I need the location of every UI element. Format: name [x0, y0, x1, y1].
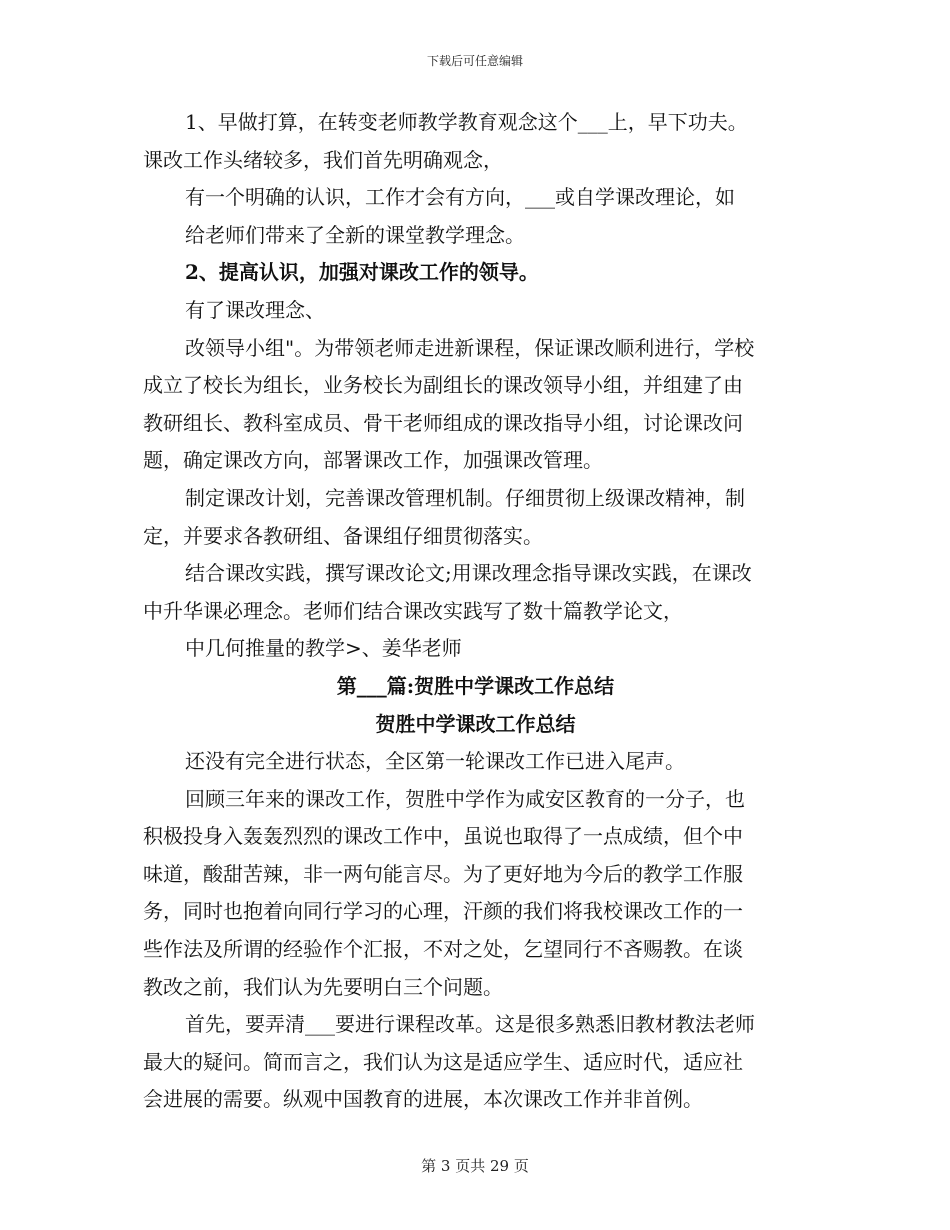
paragraph-line: 积极投身入轰轰烈烈的课改工作中，虽说也取得了一点成绩，但个中 [143, 824, 743, 849]
paragraph-line: 会进展的需要。纵观中国教育的进展，本次课改工作并非首例。 [143, 1087, 703, 1112]
paragraph-line: 课改工作头绪较多，我们首先明确观念， [143, 147, 503, 172]
paragraph-line: 定，并要求各教研组、备课组仔细贯彻落实。 [143, 523, 543, 548]
paragraph-line: 务，同时也抱着向同行学习的心理，汗颜的我们将我校课改工作的一 [143, 899, 743, 924]
paragraph-line: 题，确定课改方向，部署课改工作，加强课改管理。 [143, 448, 603, 473]
paragraph-line: 1、早做打算，在转变老师教学教育观念这个___上，早下功夫。 [185, 110, 748, 134]
chapter-title: 第___篇:贺胜中学课改工作总结 [336, 673, 615, 698]
section-heading: 2、提高认识，加强对课改工作的领导。 [185, 260, 539, 285]
paragraph-line: 结合课改实践，撰写课改论文;用课改理念指导课改实践，在课改 [185, 561, 752, 586]
paragraph-line: 还没有完全进行状态，全区第一轮课改工作已进入尾声。 [185, 749, 685, 774]
paragraph-line: 中几何推量的教学>、姜华老师 [185, 636, 462, 661]
paragraph-line: 给老师们带来了全新的课堂教学理念。 [185, 222, 525, 247]
paragraph-line: 首先，要弄清___要进行课程改革。这是很多熟悉旧教材教法老师 [185, 1012, 755, 1037]
paragraph-line: 有了课改理念、 [185, 297, 325, 322]
paragraph-line: 成立了校长为组长，业务校长为副组长的课改领导小组，并组建了由 [143, 373, 743, 398]
paragraph-line: 回顾三年来的课改工作，贺胜中学作为咸安区教育的一分子，也 [185, 786, 745, 811]
article-title: 贺胜中学课改工作总结 [375, 711, 576, 736]
paragraph-line: 改领导小组"。为带领老师走进新课程，保证课改顺利进行，学校 [185, 335, 755, 360]
paragraph-line: 中升华课必理念。老师们结合课改实践写了数十篇教学论文， [143, 598, 683, 623]
paragraph-line: 教研组长、教科室成员、骨干老师组成的课改指导小组，讨论课改问 [143, 410, 743, 435]
paragraph-line: 味道，酸甜苦辣，非一两句能言尽。为了更好地为今后的教学工作服 [143, 861, 743, 886]
paragraph-line: 有一个明确的认识，工作才会有方向，___或自学课改理论，如 [185, 185, 735, 210]
paragraph-line: 最大的疑问。简而言之，我们认为这是适应学生、适应时代，适应社 [143, 1049, 743, 1074]
page-header: 下载后可任意编辑 [426, 54, 523, 68]
paragraph-line: 些作法及所谓的经验作个汇报，不对之处，乞望同行不吝赐教。在谈 [143, 937, 743, 962]
page-footer: 第 3 页共 29 页 [421, 1157, 529, 1175]
paragraph-line: 制定课改计划，完善课改管理机制。仔细贯彻上级课改精神，制 [185, 485, 745, 510]
document-body [143, 104, 808, 1119]
paragraph-line: 教改之前，我们认为先要明白三个问题。 [143, 974, 503, 999]
